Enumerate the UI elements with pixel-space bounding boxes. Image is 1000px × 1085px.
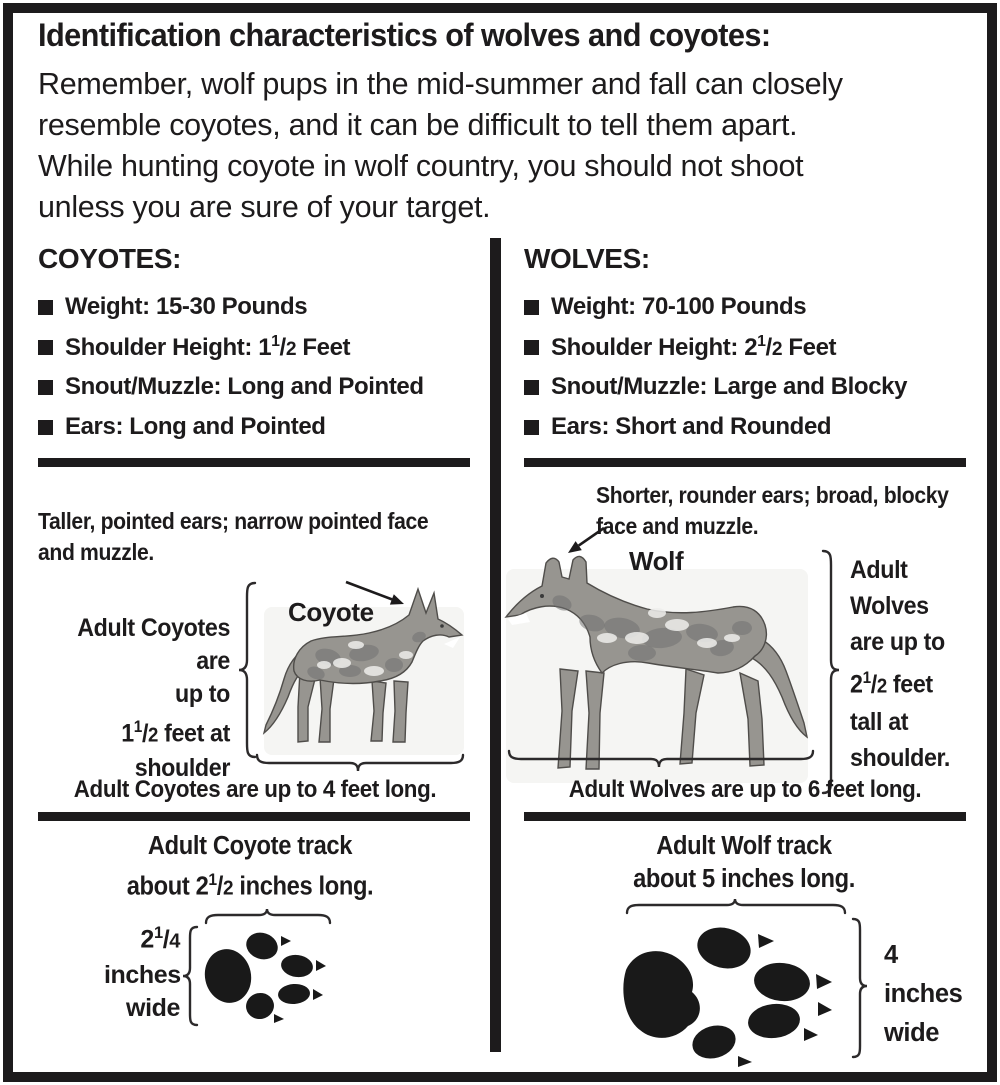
coyotes-bullet-list: [38, 287, 478, 447]
coyote-track-width-brace: [180, 924, 200, 1028]
coyote-length-caption: Adult Coyotes are up to 4 feet long.: [73, 776, 437, 803]
bullet-square-icon: [38, 380, 53, 395]
intro-line: resemble coyotes, and it can be difficult to tell them apart.: [38, 108, 798, 142]
wolf-track-illustration: [612, 918, 857, 1068]
bullet-square-icon: [38, 300, 53, 315]
wolf-bullet-ears: Ears: Short and Rounded: [524, 407, 974, 447]
wolf-track-length-brace: [624, 896, 848, 916]
wolf-track-width-label: 4 inches wide: [884, 941, 963, 1047]
coyote-bullet-shoulder-height: Shoulder Height: $1^1/2$ Feet: [38, 327, 478, 367]
wolf-height-brace: [818, 548, 842, 796]
coyote-bullet-weight: Weight: 15-30 Pounds: [38, 287, 478, 327]
coyote-shoulder-height-label: Adult Coyotes are up to $1^1/2$ feet at shoulder: [77, 614, 230, 783]
bullet-square-icon: [524, 300, 539, 315]
intro-line: While hunting coyote in wolf country, you should not shoot: [38, 149, 804, 183]
wolf-bullet-shoulder-height: Shoulder Height: $2^1/2$ Feet: [524, 327, 974, 367]
intro-line: unless you are sure of your target.: [38, 190, 491, 224]
coyote-ears-arrow-icon: [342, 576, 412, 610]
coyotes-heading: COYOTES:: [38, 243, 182, 274]
bullet-square-icon: [524, 380, 539, 395]
coyote-bullet-ears: Ears: Long and Pointed: [38, 407, 478, 447]
wolf-feature-note: Shorter, rounder ears; broad, blocky face and muzzle.: [596, 482, 949, 539]
wolf-shoulder-height-label: Adult Wolves are up to $2^1/2$ feet tall at shoulder.: [850, 556, 951, 773]
coyote-height-brace: [236, 580, 258, 760]
wolf-divider-top: [524, 458, 966, 467]
column-divider: [490, 238, 501, 1052]
wolf-figure-label: Wolf: [629, 546, 684, 576]
coyote-feature-note: Taller, pointed ears; narrow pointed face and muzzle.: [38, 508, 429, 565]
bullet-square-icon: [38, 420, 53, 435]
page-title: Identification characteristics of wolves and coyotes:: [38, 17, 771, 53]
bullet-square-icon: [524, 340, 539, 355]
wolf-divider-bottom: [524, 812, 966, 821]
bullet-square-icon: [524, 420, 539, 435]
coyote-track-caption: Adult Coyote track about $2^1/2$ inches long.: [126, 832, 374, 901]
intro-paragraph: [38, 64, 843, 228]
coyote-track-illustration: [198, 926, 336, 1028]
coyote-track-length-brace: [203, 906, 333, 926]
wolf-track-caption: Adult Wolf track about 5 inches long.: [633, 832, 855, 893]
coyote-figure-label: Coyote: [288, 597, 374, 627]
wolves-bullet-list: [524, 287, 974, 447]
coyote-bullet-snout: Snout/Muzzle: Long and Pointed: [38, 367, 478, 407]
intro-line: Remember, wolf pups in the mid-summer and fall can closely: [38, 67, 843, 101]
bullet-square-icon: [38, 340, 53, 355]
wolf-bullet-snout: Snout/Muzzle: Large and Blocky: [524, 367, 974, 407]
wolves-heading: WOLVES:: [524, 243, 650, 274]
wolf-bullet-weight: Weight: 70-100 Pounds: [524, 287, 974, 327]
wolf-length-caption: Adult Wolves are up to 6 feet long.: [568, 776, 922, 803]
coyote-length-brace: [254, 752, 466, 774]
coyote-track-width-label: $2^1/4$ inches wide: [104, 924, 181, 1023]
coyote-divider-bottom: [38, 812, 470, 821]
coyote-divider-top: [38, 458, 470, 467]
wolf-length-brace: [506, 748, 816, 770]
